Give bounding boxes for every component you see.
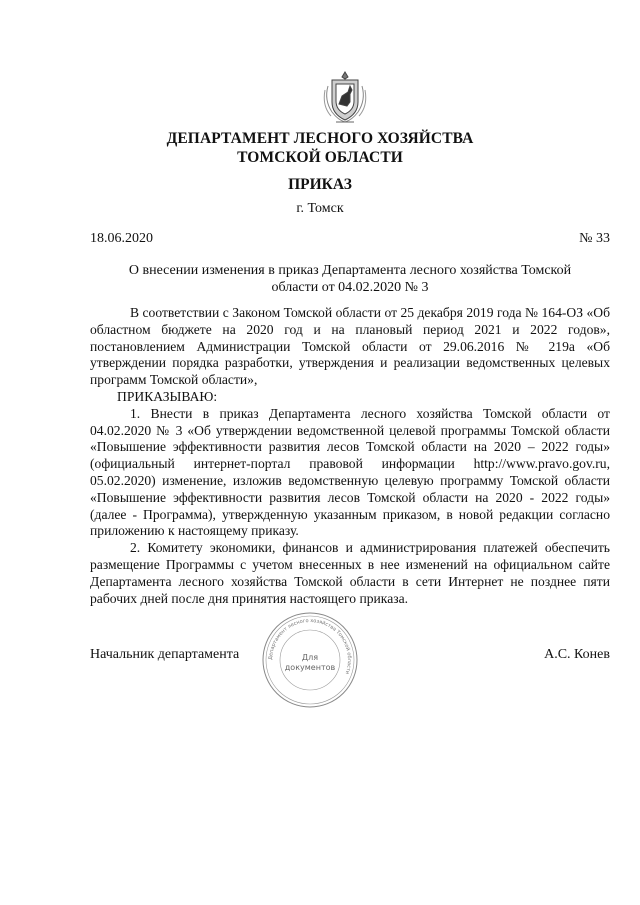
department-region: ТОМСКОЙ ОБЛАСТИ xyxy=(237,149,403,166)
department-title: ДЕПАРТАМЕНТ ЛЕСНОГО ХОЗЯЙСТВА xyxy=(166,130,474,147)
stamp-center-line2: документов xyxy=(284,663,336,672)
official-stamp xyxy=(260,610,360,710)
document-number: № 33 xyxy=(579,231,610,246)
order-word: ПРИКАЗЫВАЮ: xyxy=(117,388,218,404)
document-date: 18.06.2020 xyxy=(90,231,153,246)
stamp-center-line1: Для xyxy=(301,653,319,662)
document-type: ПРИКАЗ xyxy=(288,176,352,193)
signer-name: А.С. Конев xyxy=(544,647,610,662)
tomsk-coat-of-arms-icon xyxy=(322,70,368,126)
svg-text:Департамент лесного хозяйства: Департамент лесного хозяйства Томской области xyxy=(267,617,353,675)
item-2-paragraph: 2. Комитету экономики, финансов и администрирования платежей обеспечить размещение Программы с учетом внесенных в нее изменений на официальном сайте Департамента лесного хозяйства Томской области в сети Интернет не позднее пяти рабочих дней после дня принятия настоящего приказа. xyxy=(90,540,610,606)
city: г. Томск xyxy=(296,201,344,216)
document-body xyxy=(90,305,610,607)
preamble-paragraph: В соответствии с Законом Томской области от 25 декабря 2019 года № 164-ОЗ «Об областном бюджете на 2020 год и на плановый период 2021 и 2022 годов», постановлением Администрации Томской области от 29.06.2016 № 219а «Об утверждении порядка разработки, утверждения и реализации ведомственных целевых программ Томской области», xyxy=(90,305,610,388)
signer-position: Начальник департамента xyxy=(90,647,240,662)
item-1-paragraph: 1. Внести в приказ Департамента лесного хозяйства Томской области от 04.02.2020 № 3 «Об утверждении ведомственной целевой программы Томской области «Повышение эффективности развития лесов Томской области на 2020 – 2022 годы» (официальный интернет-портал правовой информации http://www.pravo.gov.ru, 05.02.2020) изменение, изложив ведомственную целевую программу Томской области «Повышение эффективности развития лесов Томской области на 2020 - 2022 годы» (далее - Программа), утвержденную указанным приказом, в новой редакции согласно приложению к настоящему приказу. xyxy=(90,405,610,539)
document-subject: О внесении изменения в приказ Департамента лесного хозяйства Томской области от 04.02.2020 № 3 xyxy=(128,263,572,295)
